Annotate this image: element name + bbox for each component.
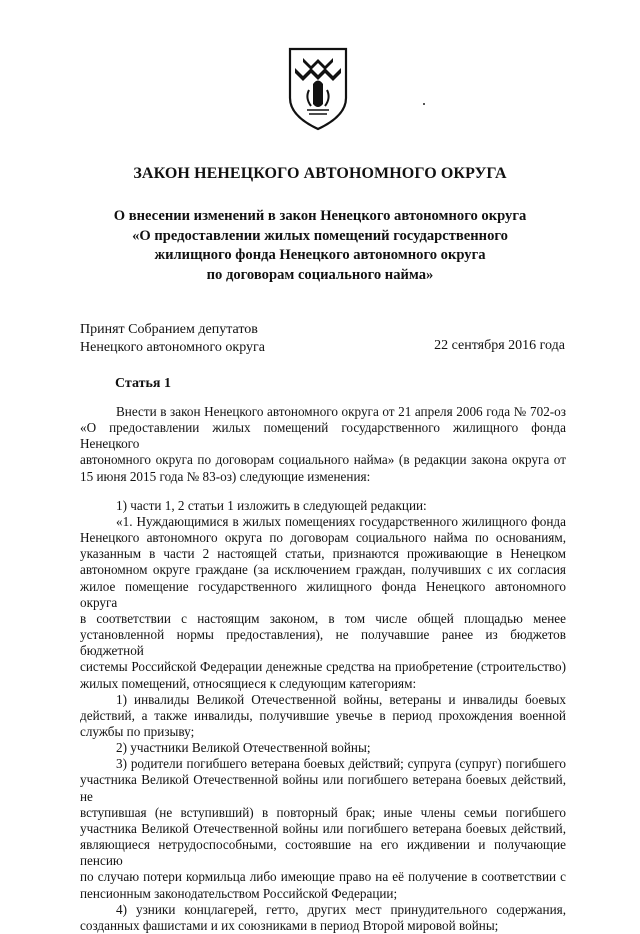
body-line: жилых помещений, относящиеся к следующим категориям: xyxy=(80,675,417,691)
body-line: указанным в части 2 настоящей статьи, признаются проживающие в Ненецком xyxy=(80,546,566,562)
body-line: 4) узники концлагерей, гетто, других мест принудительного содержания, xyxy=(116,901,566,917)
nao-coat-of-arms-emblem xyxy=(287,46,349,132)
body-line: в соответствии с настоящим законом, в том числе общей площадью менее xyxy=(80,610,566,626)
adoption-line: Принят Собранием депутатов xyxy=(80,322,258,337)
body-line: 1) инвалиды Великой Отечественной войны, ветераны и инвалиды боевых xyxy=(116,691,566,707)
body-line: Ненецкого автономного округа по договорам социального найма по основаниям, xyxy=(80,530,566,546)
adoption-body xyxy=(80,321,265,356)
adoption-line: Ненецкого автономного округа xyxy=(80,339,265,355)
body-line: «1. Нуждающимися в жилых помещениях государственного жилищного фонда xyxy=(116,513,566,529)
body-line: установленной нормы предоставления), не получавшие ранее из бюджетов бюджетной xyxy=(80,627,566,659)
subtitle-line: «О предоставлении жилых помещений государственного xyxy=(132,227,508,244)
article-heading: Статья 1 xyxy=(115,376,171,391)
body-line: 1) части 1, 2 статьи 1 изложить в следующей редакции: xyxy=(116,497,427,513)
body-line: по случаю потери кормильца либо имеющие право на её получение в соответствии с xyxy=(80,869,566,885)
body-line: участника Великой Отечественной войны или погибшего ветерана боевых действий, xyxy=(80,820,566,836)
subtitle-line: по договорам социального найма» xyxy=(206,266,434,283)
body-line: участника Великой Отечественной войны или погибшего ветерана боевых действий, не xyxy=(80,772,566,804)
body-line: являющиеся нетрудоспособными, состоявшие на его иждивении и получающие пенсию xyxy=(80,837,566,869)
body-line: «О предоставлении жилых помещений государственного жилищного фонда Ненецкого xyxy=(80,420,566,452)
body-line: автономного округа по договорам социального найма» (в редакции закона округа от xyxy=(80,452,566,468)
article-body xyxy=(80,404,566,934)
body-line: действий, а также инвалиды, получившие увечье в период прохождения военной xyxy=(80,707,566,723)
body-line: созданных фашистами и их союзниками в период Второй мировой войны; xyxy=(80,917,499,933)
body-line: 15 июня 2015 года № 83-оз) следующие изменения: xyxy=(80,468,371,484)
body-line: 2) участники Великой Отечественной войны; xyxy=(116,740,371,756)
law-title: ЗАКОН НЕНЕЦКОГО АВТОНОМНОГО ОКРУГА xyxy=(133,165,507,182)
law-subtitle xyxy=(60,207,580,285)
body-line: системы Российской Федерации денежные средства на приобретение (строительство) xyxy=(80,659,566,675)
body-line: Внести в закон Ненецкого автономного округа от 21 апреля 2006 года № 702-оз xyxy=(116,404,566,419)
body-line: автономном округе граждане (за исключением граждан, получивших с их согласия xyxy=(80,562,566,578)
body-line: вступившая (не вступивший) в повторный брак; иные члены семьи погибшего xyxy=(80,804,566,820)
body-line: 3) родители погибшего ветерана боевых действий; супруга (супруг) погибшего xyxy=(116,756,566,772)
adoption-date: 22 сентября 2016 года xyxy=(434,338,565,353)
body-line: жилое помещение государственного жилищного фонда Ненецкого автономного округа xyxy=(80,578,566,610)
subtitle-line: жилищного фонда Ненецкого автономного округа xyxy=(154,247,486,263)
subtitle-line: О внесении изменений в закон Ненецкого автономного округа xyxy=(113,208,527,224)
scan-speck xyxy=(423,103,425,105)
body-line: пенсионным законодательством Российской Федерации; xyxy=(80,885,398,901)
body-line: службы по призыву; xyxy=(80,723,195,739)
